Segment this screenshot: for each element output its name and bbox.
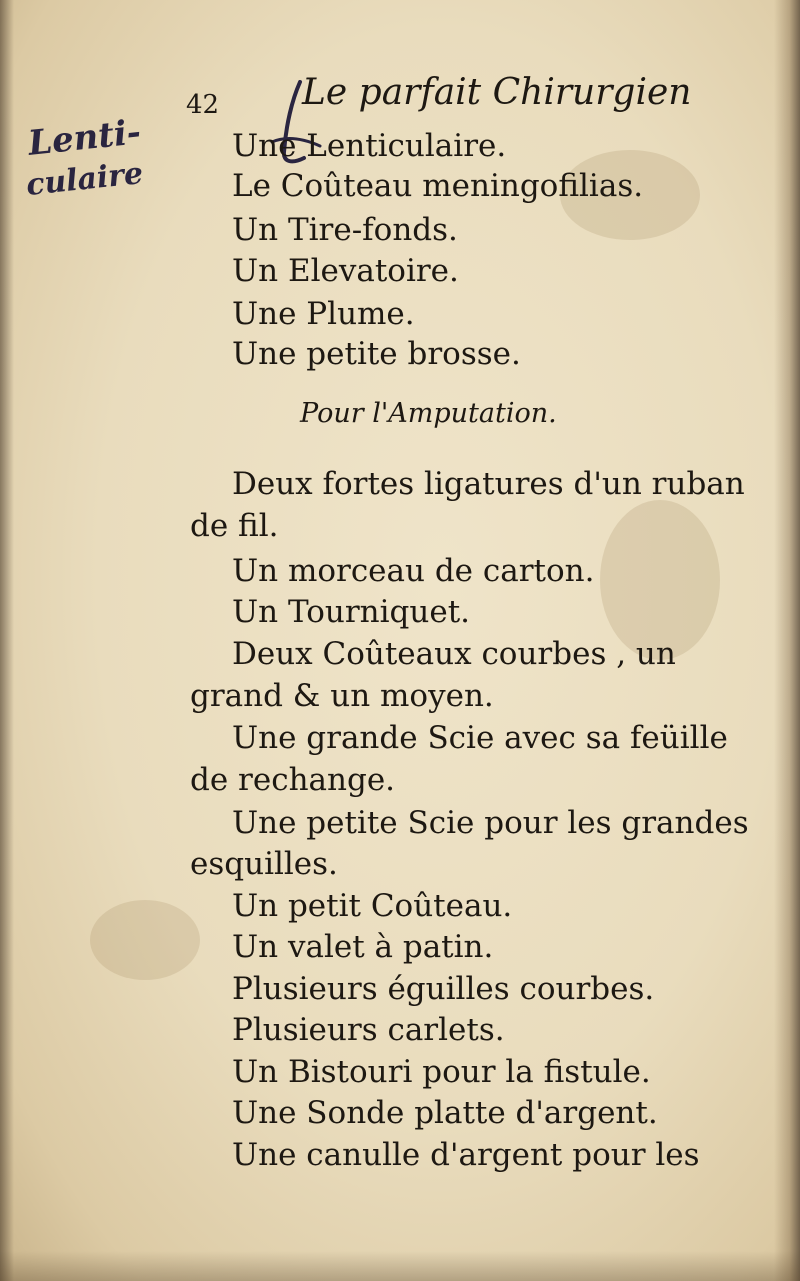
page-bottom-shadow [0,1251,800,1281]
text-line: Le Coûteau meningofilias. [232,168,644,204]
text-line: Plusieurs carlets. [232,1012,505,1048]
text-line: Une canulle d'argent pour les [232,1137,700,1173]
text-line: de rechange. [190,762,396,798]
text-line: Une petite Scie pour les grandes [232,805,749,841]
text-line: Un Elevatoire. [232,253,459,289]
paper-stain [90,900,200,980]
page-gutter-shadow [0,0,14,1281]
text-line: Une grande Scie avec sa feüille [232,720,728,756]
text-line: Un morceau de carton. [232,553,595,589]
text-line: Un valet à patin. [232,929,494,965]
running-title: Le parfait Chirurgien [302,72,692,113]
text-line: Un Tire-fonds. [232,212,458,248]
text-line: Un Bistouri pour la fistule. [232,1054,651,1090]
page-edge-shadow [774,0,800,1281]
text-line: esquilles. [190,846,338,882]
handwritten-margin-note-line-2: culaire [24,155,145,204]
section-heading: Pour l'Amputation. [300,398,557,429]
handwritten-margin-note-line-1: Lenti- [26,112,143,164]
text-line: grand & un moyen. [190,678,494,714]
text-line: Une petite brosse. [232,336,521,372]
text-line: Deux Coûteaux courbes , un [232,636,676,672]
text-line: Une Plume. [232,296,415,332]
text-line: Plusieurs éguilles courbes. [232,971,655,1007]
text-line: Un petit Coûteau. [232,888,513,924]
text-line: Une Sonde platte d'argent. [232,1095,658,1131]
page-number: 42 [186,90,220,120]
text-line: de fil. [190,508,279,544]
text-line: Un Tourniquet. [232,594,471,630]
text-line: Une Lenticulaire. [232,128,507,164]
text-line: Deux fortes ligatures d'un ruban [232,466,745,502]
